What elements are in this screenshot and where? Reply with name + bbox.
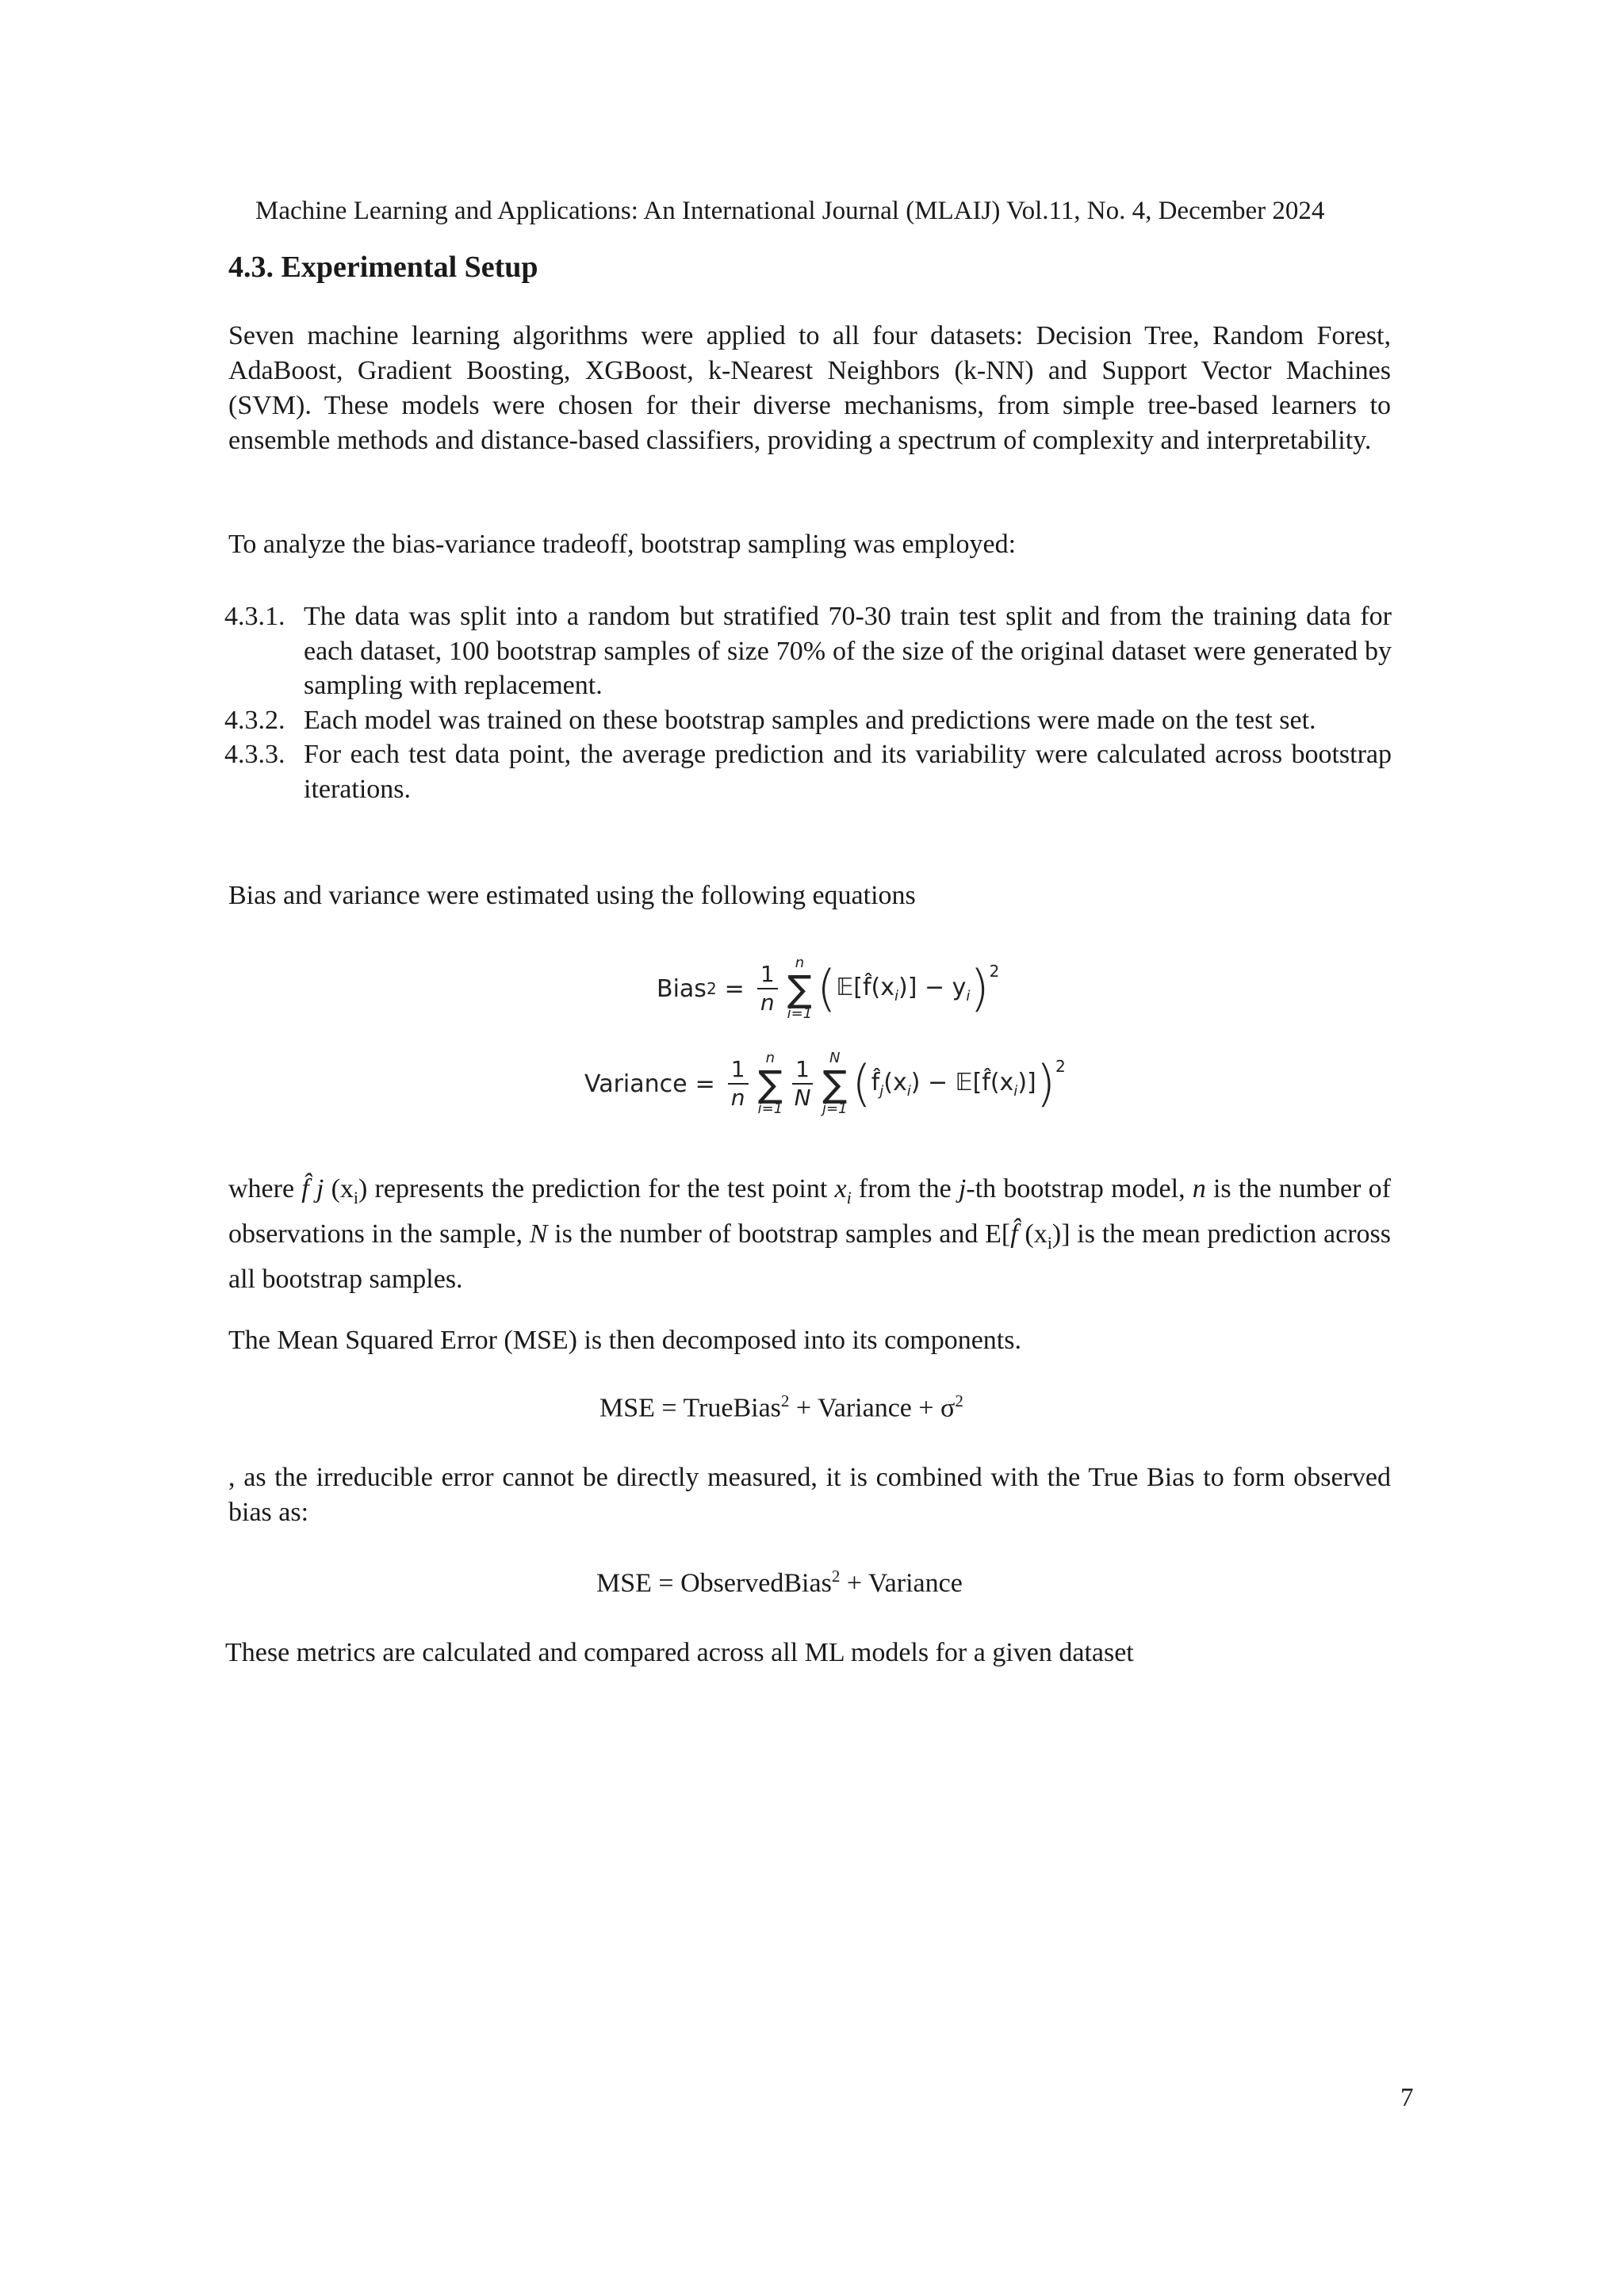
eq-variance-fraction-2: $\frac{1}{N}$: [792, 1056, 813, 1112]
eq-bias-exponent: 2: [706, 979, 717, 998]
equation-bias: Bias 2 = $\frac{1}{n}$ n ∑ i=1 ( $𝔼[f̂(x_i)] - y_i$ ) 2: [657, 955, 1000, 1022]
paragraph-notation: where f̂ j $(x_i)$ represents the prediction for the test point $x_i$ from the j-th bootstrap model, n is the number of observations in the sample, N is the number of bootstrap samples and E[f̂ $(x_i)$] is the mean prediction across all bootstrap samples.: [228, 1174, 1392, 1294]
list-item-number: 4.3.3.: [224, 740, 285, 769]
eq-variance-body: $f̂_j(x_i)$ − $𝔼[f̂(x_i)]$: [871, 1068, 1036, 1100]
paragraph-metrics: These metrics are calculated and compared across all ML models for a given dataset: [225, 1638, 1134, 1667]
numbered-list: [224, 599, 1392, 806]
eq-variance-sum-2: N ∑ j=1: [822, 1050, 848, 1117]
paragraph-algorithms: Seven machine learning algorithms were applied to all four datasets: Decision Tree, Random Forest, AdaBoost, Gradient Boosting, XGBoost, k-Nearest Neighbors (k-NN) and Support Vector Machines (SVM). These models were chosen for their diverse mechanisms, from simple tree-based learners to ensemble methods and distance-based classifiers, providing a spectrum of complexity and interpretability.: [228, 321, 1391, 455]
eq-bias-body: $𝔼[f̂(x_i)] - y_i$: [836, 973, 971, 1004]
list-item-number: 4.3.1.: [224, 602, 285, 631]
list-item: [224, 737, 1392, 806]
running-header: Machine Learning and Applications: An International Journal (MLAIJ) Vol.11, No. 4, December 2024: [255, 197, 1325, 225]
paragraph-observed-bias: , as the irreducible error cannot be directly measured, it is combined with the True Bias to form observed bias as:: [228, 1463, 1391, 1527]
paragraph-equations-intro: Bias and variance were estimated using the following equations: [228, 881, 916, 910]
eq-bias-sum: n ∑ i=1: [787, 955, 813, 1022]
page-number: 7: [1400, 2084, 1414, 2112]
eq-bias-label: Bias: [657, 974, 707, 1003]
list-item-number: 4.3.2.: [224, 705, 285, 735]
equation-mse-observed-bias: MSE = ObservedBias$^2$ + Variance: [596, 1567, 963, 1598]
list-item-text: For each test data point, the average prediction and its variability were calculated across bootstrap iterations.: [304, 740, 1392, 804]
eq-variance-sum-1: n ∑ i=1: [757, 1050, 783, 1117]
equation-mse-true-bias: MSE = TrueBias$^2$ + Variance + $\sigma^2$: [599, 1391, 963, 1423]
equation-variance: Variance = $\frac{1}{n}$ n ∑ i=1 $\frac{1}{N}$ N ∑ j=1 ( $f̂_j(x_i)$ − $𝔼[f̂(x_i)]$ ) 2: [584, 1050, 1066, 1117]
eq-variance-label: Variance: [584, 1070, 688, 1098]
section-title: 4.3. Experimental Setup: [228, 251, 538, 284]
list-item: [224, 703, 1392, 738]
list-item-text: Each model was trained on these bootstrap samples and predictions were made on the test set.: [304, 705, 1316, 735]
list-item: [224, 599, 1392, 703]
list-item-text: The data was split into a random but stratified 70-30 train test split and from the training data for each dataset, 100 bootstrap samples of size 70% of the size of the original dataset were generated by sampling with replacement.: [304, 602, 1392, 700]
eq-bias-fraction: $\frac{1}{n}$: [757, 961, 778, 1016]
paragraph-bootstrap-intro: To analyze the bias-variance tradeoff, bootstrap sampling was employed:: [228, 530, 1017, 559]
paragraph-mse-intro: The Mean Squared Error (MSE) is then decomposed into its components.: [228, 1326, 1021, 1355]
eq-variance-fraction-1: $\frac{1}{n}$: [728, 1056, 749, 1112]
